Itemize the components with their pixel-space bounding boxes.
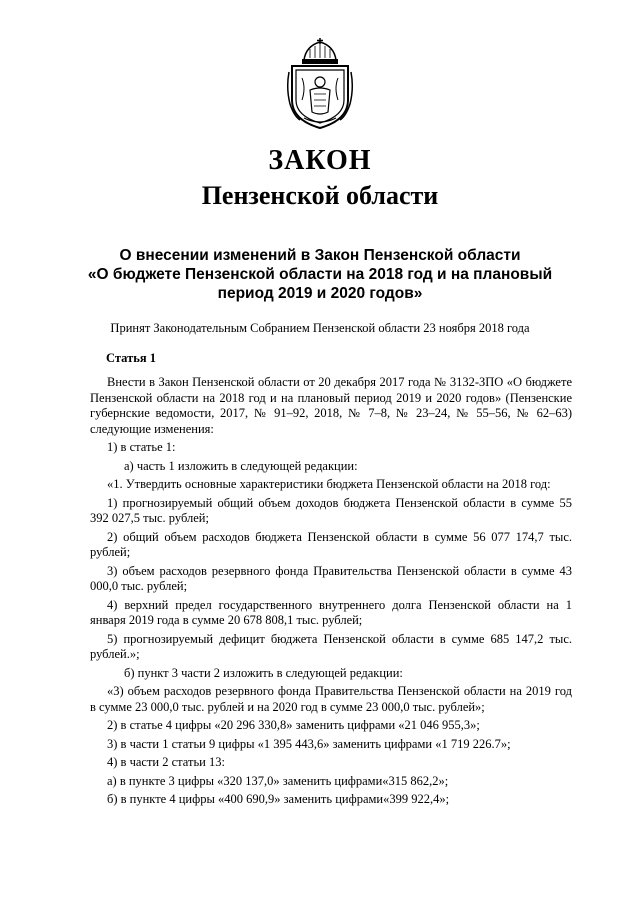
adoption-note: Принят Законодательным Собранием Пензенской области 23 ноября 2018 года — [110, 321, 530, 335]
law-subtitle — [60, 246, 580, 303]
paragraph: «1. Утвердить основные характеристики бюджета Пензенской области на 2018 год: — [107, 477, 551, 491]
paragraph: 1) в статье 1: — [107, 440, 176, 454]
coat-of-arms-emblem — [286, 38, 354, 130]
law-title: ЗАКОН — [268, 145, 372, 176]
article-body — [90, 375, 572, 811]
paragraph: 3) объем расходов резервного фонда Правительства Пензенской области в сумме 43 000,0 тыс. рублей; — [90, 563, 572, 593]
paragraph: б) в пункте 4 цифры «400 690,9» заменить цифрами«399 922,4»; — [107, 792, 450, 806]
paragraph: Внести в Закон Пензенской области от 20 декабря 2017 года № 3132-ЗПО «О бюджете Пензенской области на 2018 год и на плановый период 2019 и 2020 годов» (Пензенские губернские ведомости, 2017, № 91–92, 2018, № 7–8, № 23–24, № 55–56, № 62–63) следующие изменения: — [90, 375, 572, 436]
article-heading: Статья 1 — [106, 351, 156, 365]
paragraph: «3) объем расходов резервного фонда Правительства Пензенской области на 2019 год в сумме 23 000,0 тыс. рублей и на 2020 год в сумме 23 000,0 тыс. рублей»; — [90, 684, 572, 714]
subtitle-line: «О бюджете Пензенской области на 2018 год и на плановый — [87, 266, 553, 283]
paragraph: а) в пункте 3 цифры «320 137,0» заменить цифрами«315 862,2»; — [107, 773, 449, 788]
paragraph: а) часть 1 изложить в следующей редакции: — [124, 458, 358, 473]
paragraph: 1) прогнозируемый общий объем доходов бюджета Пензенской области в сумме 55 392 027,5 тыс. рублей; — [90, 495, 572, 525]
subtitle-line: О внесении изменений в Закон Пензенской области — [119, 247, 521, 264]
paragraph: б) пункт 3 части 2 изложить в следующей редакции: — [124, 665, 403, 680]
subtitle-line: период 2019 и 2020 годов» — [217, 285, 423, 302]
paragraph: 2) в статье 4 цифры «20 296 330,8» заменить цифрами «21 046 955,3»; — [107, 718, 480, 732]
paragraph: 2) общий объем расходов бюджета Пензенской области в сумме 56 077 174,7 тыс. рублей; — [90, 529, 572, 559]
paragraph: 4) в части 2 статьи 13: — [107, 755, 225, 769]
law-region: Пензенской области — [201, 181, 439, 210]
paragraph: 3) в части 1 статьи 9 цифры «1 395 443,6» заменить цифрами «1 719 226.7»; — [107, 736, 511, 751]
paragraph: 4) верхний предел государственного внутреннего долга Пензенской области на 1 января 2019 года в сумме 20 678 808,1 тыс. рублей; — [90, 597, 572, 627]
paragraph: 5) прогнозируемый дефицит бюджета Пензенской области в сумме 685 147,2 тыс. рублей.»; — [90, 631, 572, 661]
